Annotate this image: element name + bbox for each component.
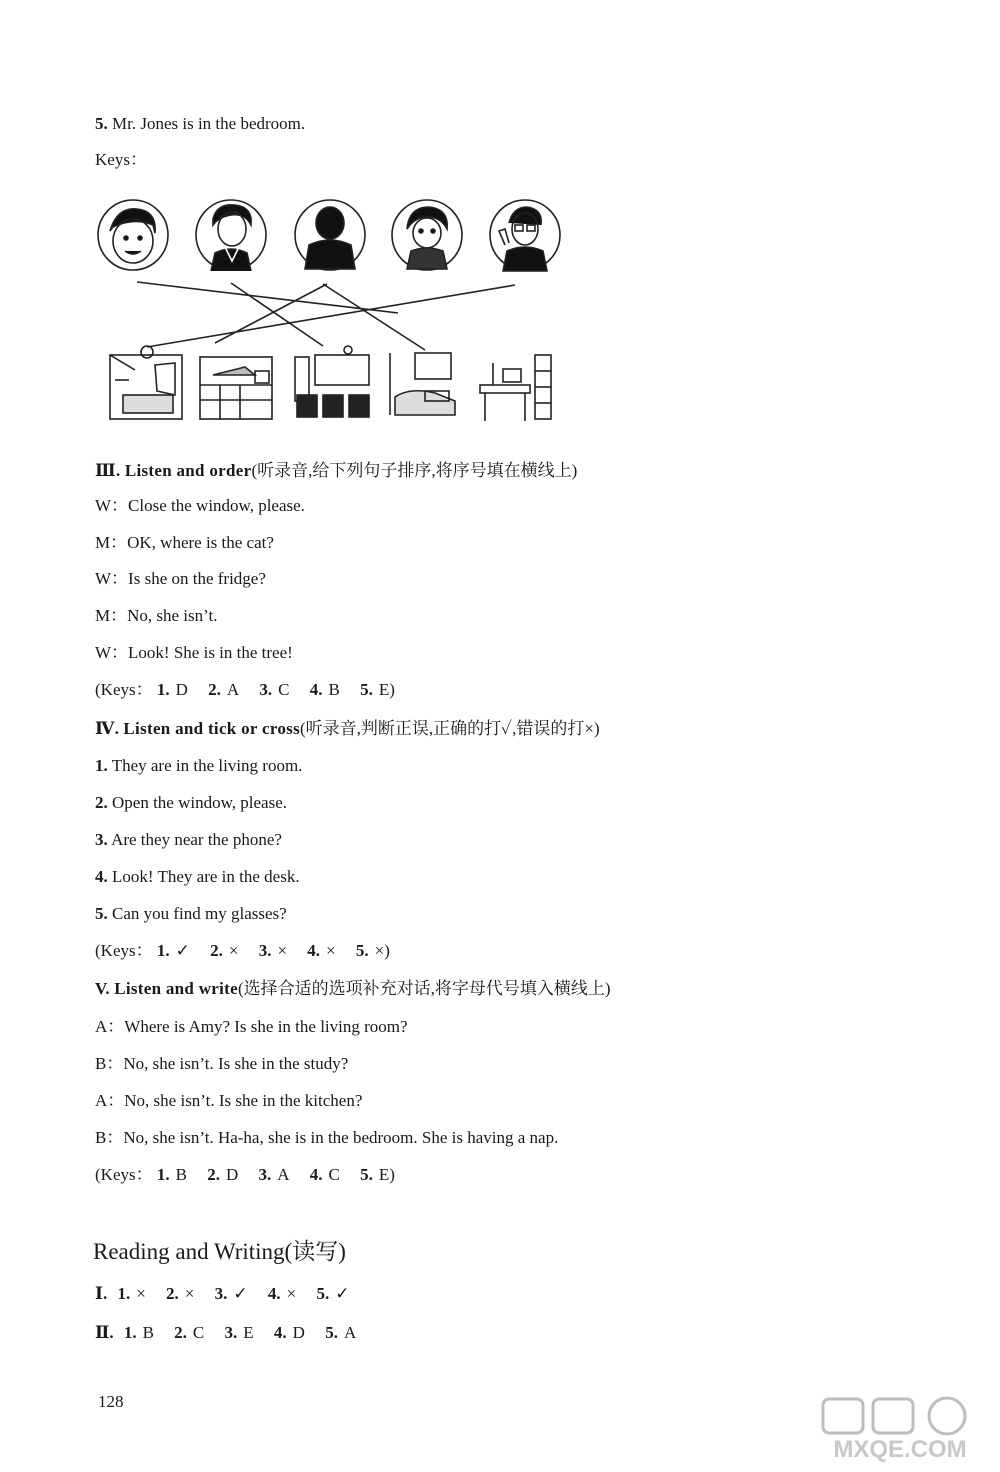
kitchen-icon [200,357,272,419]
sec5-line: A：No, she isn’t. Is she in the kitchen? [95,1091,363,1110]
sec5-line: B：No, she isn’t. Ha-ha, she is in the bedroom. She is having a nap. [95,1128,559,1147]
matching-figure [95,195,570,430]
sec4-item: 3. Are they near the phone? [95,830,282,849]
classroom-icon [295,346,369,417]
section-5-heading: V. Listen and write(选择合适的选项补充对话,将字母代号填入横线上) [95,979,611,998]
dark-figure-icon [295,200,365,270]
woman-face-icon [196,200,266,271]
girl-face-icon [392,200,462,270]
watermark-logo-icon [815,1395,985,1465]
reading-row-1: Ⅰ. 1. × 2. × 3. ✓ 4. × 5. ✓ [95,1284,350,1303]
top-item: 5. Mr. Jones is in the bedroom. [95,114,306,133]
reading-writing-title: Reading and Writing(读写) [93,1239,346,1264]
sec3-keys: (Keys： 1. D 2. A 3. C 4. B 5. E) [95,680,395,699]
living-room-icon [390,353,455,415]
section-3-heading: Ⅲ. Listen and order(听录音,给下列句子排序,将序号填在横线上) [95,461,578,480]
study-icon [480,355,551,421]
man-glasses-icon [490,200,560,271]
sec3-line: W：Close the window, please. [95,496,305,515]
sec4-item: 2. Open the window, please. [95,793,287,812]
sec4-item: 4. Look! They are in the desk. [95,867,300,886]
sec3-line: W：Is she on the fridge? [95,569,266,588]
sec4-keys: (Keys： 1. ✓ 2. × 3. × 4. × 5. ×) [95,941,390,960]
sec4-item: 5. Can you find my glasses? [95,904,287,923]
sec3-line: M：OK, where is the cat? [95,533,274,552]
sec4-item: 1. They are in the living room. [95,756,303,775]
section-4-heading: Ⅳ. Listen and tick or cross(听录音,判断正误,正确的打✓,错误的打×) [95,719,600,738]
watermark-text: MXQE.COM [833,1436,967,1463]
bedroom-icon [110,346,182,419]
sec3-line: W：Look! She is in the tree! [95,643,293,662]
reading-row-2: Ⅱ. 1. B 2. C 3. E 4. D 5. A [95,1323,357,1342]
sec5-line: B：No, she isn’t. Is she in the study? [95,1054,349,1073]
sec3-line: M：No, she isn’t. [95,606,218,625]
page-number: 128 [98,1392,124,1411]
keys-label: Keys： [95,150,147,169]
sec5-line: A：Where is Amy? Is she in the living room? [95,1017,408,1036]
boy-face-icon [98,200,168,270]
sec5-keys: (Keys： 1. B 2. D 3. A 4. C 5. E) [95,1165,395,1184]
